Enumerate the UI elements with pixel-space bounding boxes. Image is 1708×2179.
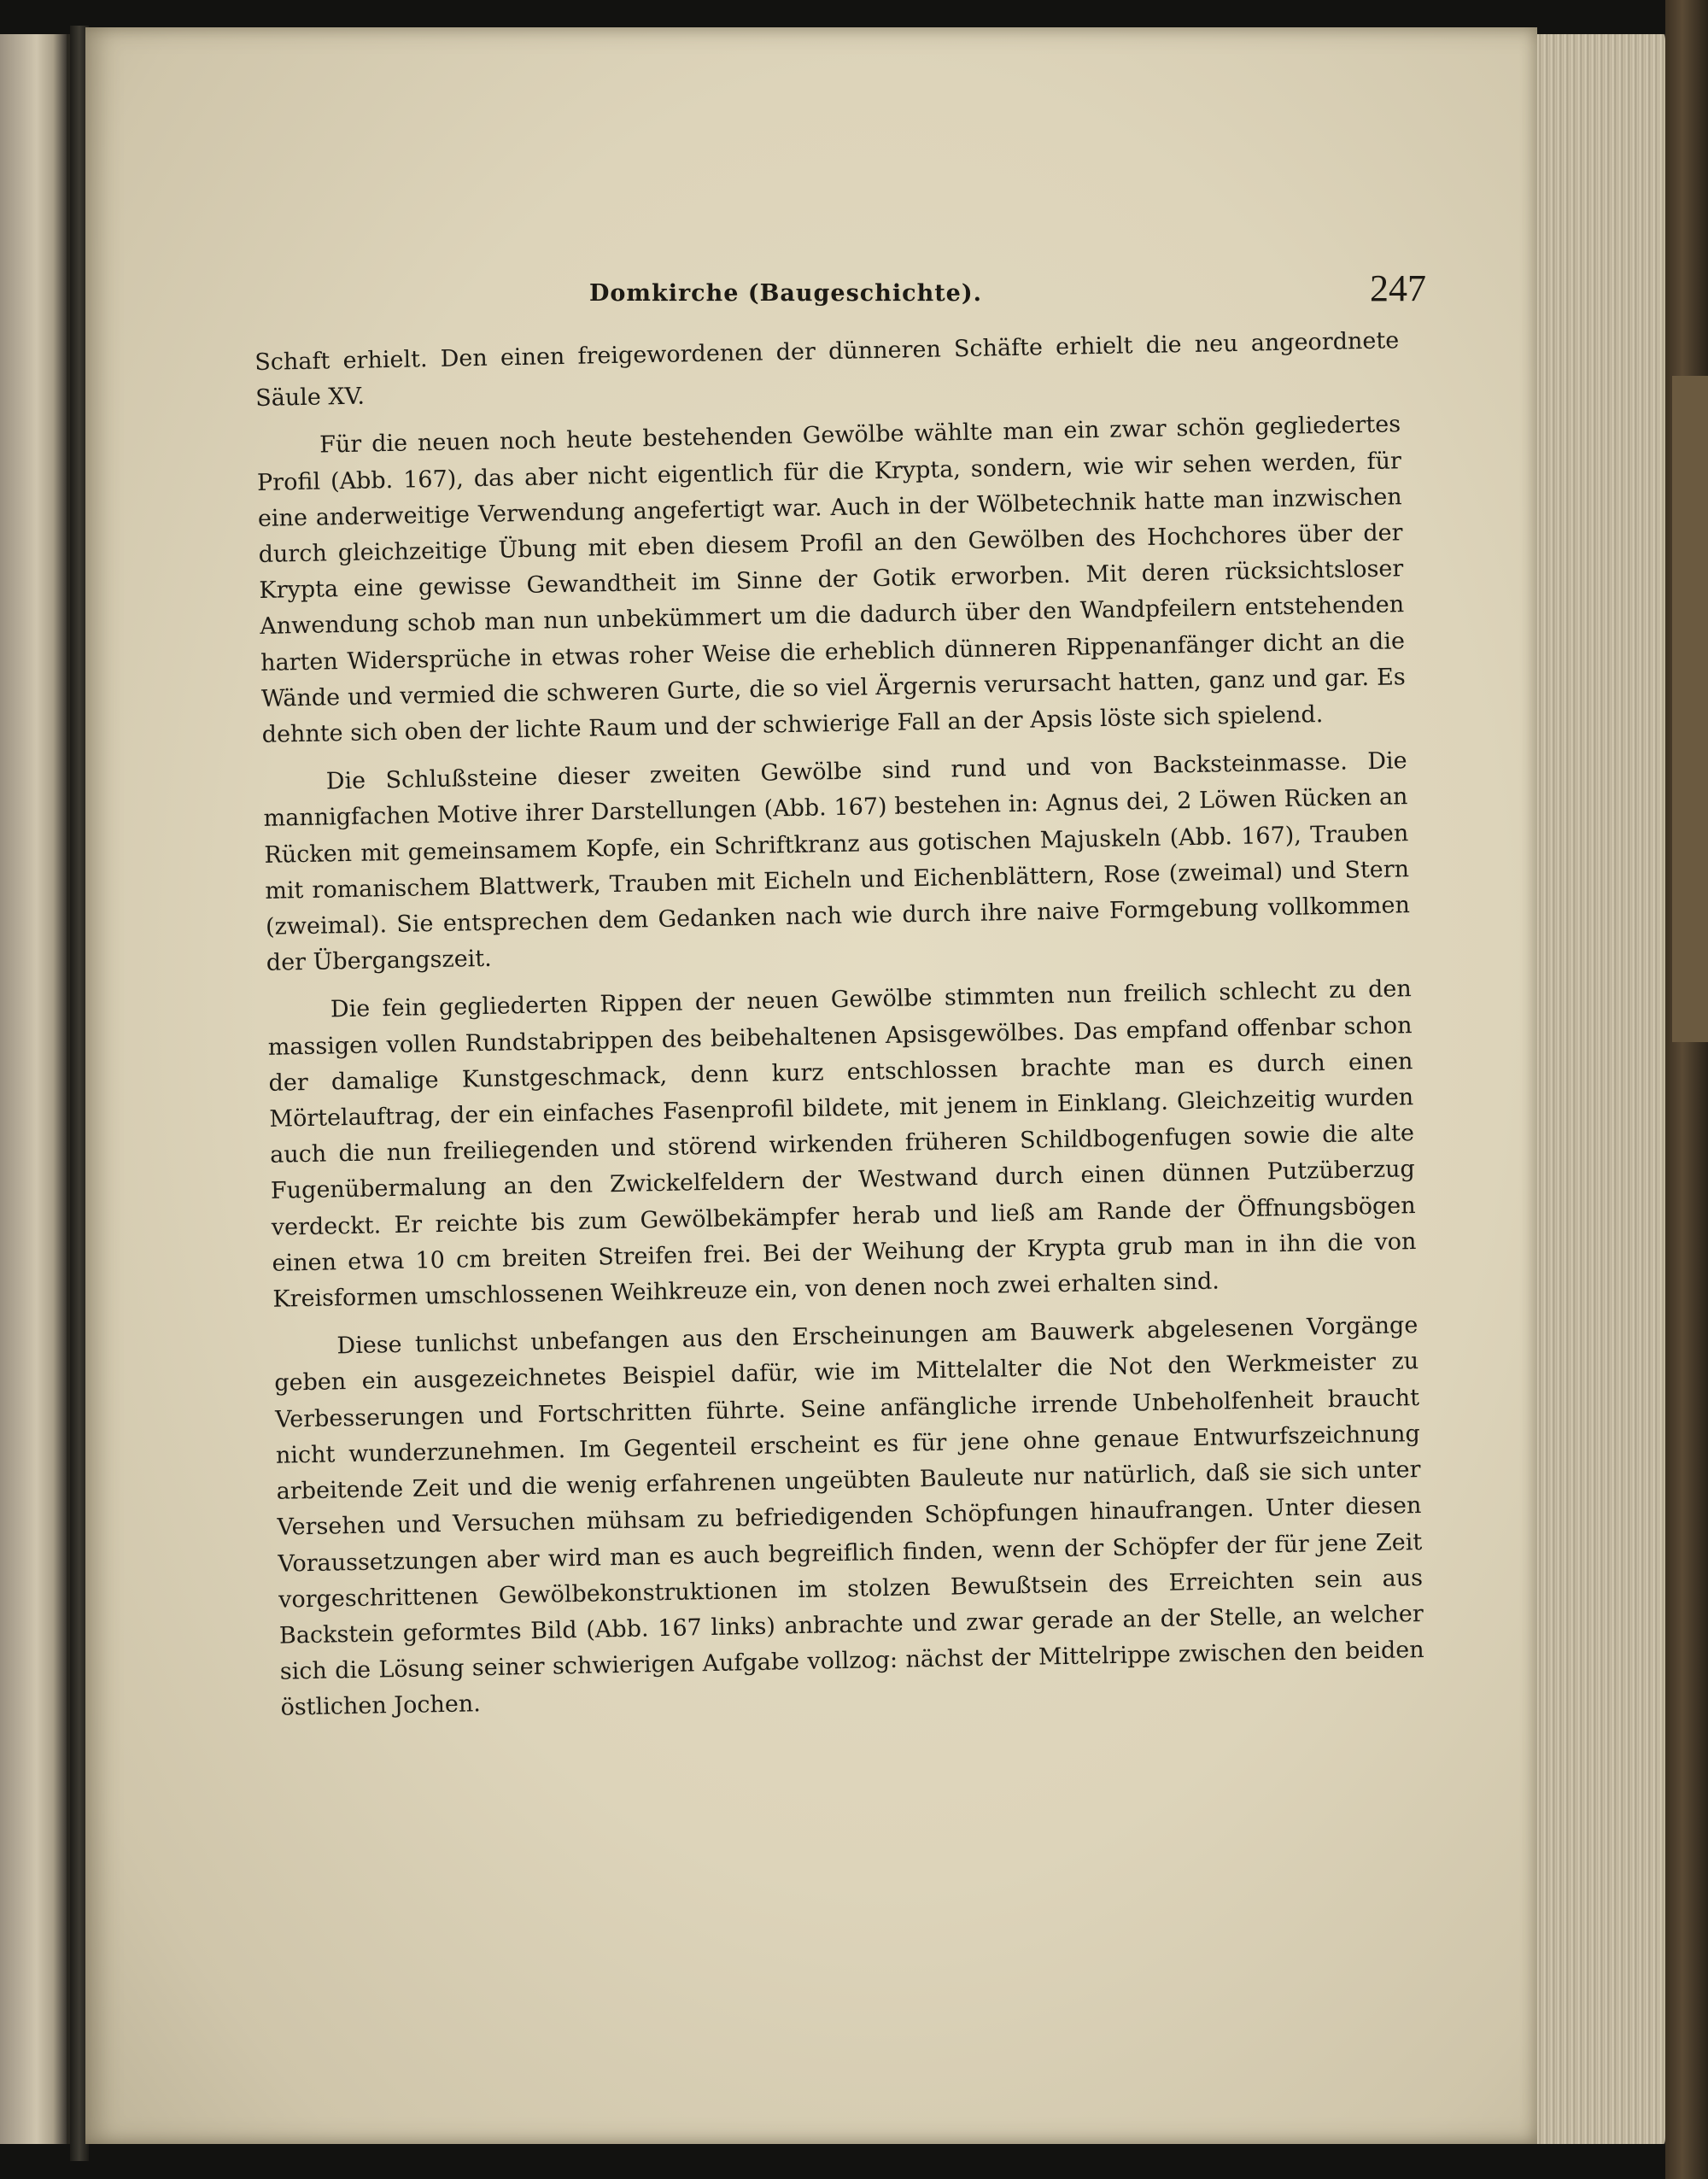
left-page-edge <box>0 34 70 2144</box>
paragraph-4: Die fein gegliederten Rippen der neuen Gewölbe stimmten nun freilich schlecht zu den massigen vollen Rundstabrippen des beibehaltenen Apsisgewölbes. Das empfand offenbar schon der damalige Kunstgeschmack, denn kurz entschlossen brachte man es durch einen Mörtelauftrag, der ein einfaches Fasenprofil bildete, mit jenem in Einklang. Gleichzeitig wurden auch die nun freiliegenden und störend wirkenden früheren Schildbogenfugen sowie die alte Fugenübermalung an den Zwickelfeldern der Westwand durch einen dünnen Putzüberzug verdeckt. Er reichte bis zum Gewölbekämpfer herab und ließ am Rande der Öffnungsbögen einen etwa 10 cm breiten Streifen frei. Bei der Weihung der Krypta grub man in ihn die von Kreisformen umschlossenen Weihkreuze ein, von denen noch zwei erhalten sind. <box>267 975 1417 1313</box>
paragraph-5: Diese tunlichst unbefangen aus den Erscheinungen am Bauwerk abgelesenen Vorgänge geben ein ausgezeichnetes Beispiel dafür, wie im Mittelalter die Not den Werkmeister zu Verbesserungen und Fortschritten führte. Seine anfängliche irrende Unbeholfenheit braucht nicht wunderzunehmen. Im Gegenteil erscheint es für jene ohne genaue Entwurfszeichnung arbeitende Zeit und die wenig erfahrenen ungeübten Bauleute nur natürlich, daß sie sich unter Versehen und Versuchen mühsam zu befriedigenden Schöpfungen hinaufrangen. Unter diesen Voraussetzungen aber wird man es auch begreiflich finden, wenn der Schöpfer der für jene Zeit vorgeschrittenen Gewölbekonstruktionen im stolzen Bewußtsein des Erreichten sein aus Backstein geformtes Bild (Abb. 167 links) anbrachte und zwar gerade an der Stelle, an welcher sich die Lösung seiner schwierigen Aufgabe vollzog: nächst der Mittelrippe zwischen den beiden östlichen Jochen. <box>274 1312 1424 1722</box>
paragraph-3: Die Schlußsteine dieser zweiten Gewölbe sind rund und von Backsteinmasse. Die mannigfachen Motive ihrer Darstellungen (Abb. 167) bestehen in: Agnus dei, 2 Löwen Rücken an Rücken mit gemeinsamem Kopfe, ein Schriftkranz aus gotischen Majuskeln (Abb. 167), Trauben mit romanischem Blattwerk, Trauben mit Eicheln und Eichenblättern, Rose (zweimal) und Stern (zweimal). Sie entsprechen dem Gedanken nach wie durch ihre naive Formgebung vollkommen der Übergangszeit. <box>263 747 1411 977</box>
running-title: Domkirche (Baugeschichte). <box>589 280 983 307</box>
body-text <box>254 323 1425 1738</box>
right-page <box>85 27 1537 2144</box>
page-stack-edge <box>1529 34 1670 2144</box>
page-header <box>589 260 1426 328</box>
page-number: 247 <box>1370 267 1426 309</box>
book-cover-edge <box>1665 0 1708 2179</box>
paragraph-2: Für die neuen noch heute bestehenden Gewölbe wählte man ein zwar schön gegliedertes Profil (Abb. 167), das aber nicht eigentlich für die Krypta, sondern, wie wir sehen werden, für eine anderweitige Verwendung angefertigt war. Auch in der Wölbetechnik hatte man inzwischen durch gleichzeitige Übung mit eben diesem Profil an den Gewölben des Hochchores über der Krypta eine gewisse Gewandtheit im Sinne der Gotik erworben. Mit deren rücksichtsloser Anwendung schob man nun unbekümmert um die dadurch über den Wandpfeilern entstehenden harten Widersprüche in etwas roher Weise die erheblich dünneren Rippenanfänger dicht an die Wände und vermied die schweren Gurte, die so viel Ärgernis verursacht hatten, ganz und gar. Es dehnte sich oben der lichte Raum und der schwierige Fall an der Apsis löste sich spielend. <box>256 411 1407 748</box>
paragraph-1: Schaft erhielt. Den einen freigewordenen der dünneren Schäfte erhielt die neu angeordnete Säule XV. <box>254 327 1400 413</box>
